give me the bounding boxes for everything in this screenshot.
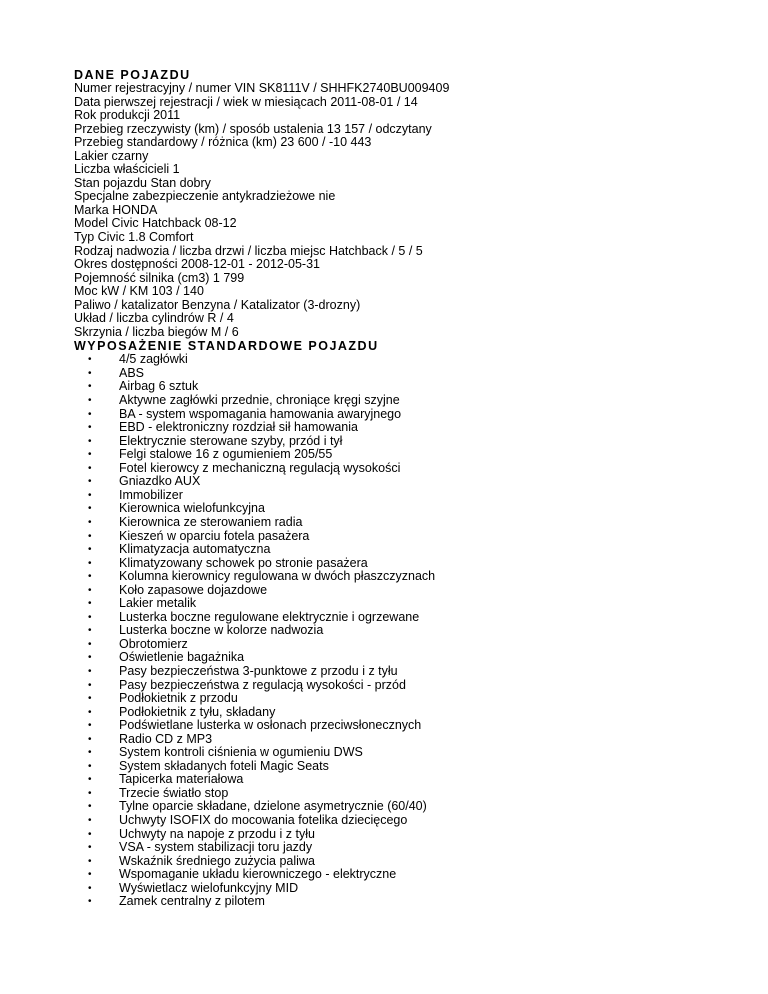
equipment-list-item [74, 706, 734, 720]
vehicle-data-row: Paliwo / katalizator Benzyna / Katalizator (3-drozny) [74, 297, 361, 312]
bullet-icon: • [88, 814, 92, 826]
equipment-list-item [74, 408, 734, 422]
bullet-icon: • [88, 652, 92, 664]
equipment-list-item [74, 624, 734, 638]
bullet-icon: • [88, 706, 92, 718]
bullet-icon: • [88, 598, 92, 610]
equipment-list-item [74, 638, 734, 652]
bullet-icon: • [88, 896, 92, 908]
bullet-icon: • [88, 354, 92, 366]
bullet-icon: • [88, 787, 92, 799]
bullet-icon: • [88, 760, 92, 772]
vehicle-data-row: Rodzaj nadwozia / liczba drzwi / liczba miejsc Hatchback / 5 / 5 [74, 243, 423, 258]
vehicle-data-row: Typ Civic 1.8 Comfort [74, 230, 194, 245]
bullet-icon: • [88, 665, 92, 677]
equipment-item-label: Felgi stalowe 16 z ogumieniem 205/55 [119, 447, 333, 462]
equipment-item-label: Lusterka boczne regulowane elektrycznie i ogrzewane [119, 609, 420, 624]
equipment-list-item [74, 719, 734, 733]
equipment-list-item [74, 773, 734, 787]
equipment-item-label: Gniazdko AUX [119, 474, 201, 489]
equipment-item-label: Uchwyty na napoje z przodu i z tyłu [119, 826, 315, 841]
equipment-item-label: Zamek centralny z pilotem [119, 894, 265, 909]
bullet-icon: • [88, 882, 92, 894]
vehicle-data-row: Numer rejestracyjny / numer VIN SK8111V / SHHFK2740BU009409 [74, 81, 450, 95]
equipment-list-item [74, 746, 734, 760]
vehicle-data-row: Pojemność silnika (cm3) 1 799 [74, 270, 245, 285]
equipment-list-item [74, 841, 734, 855]
bullet-icon: • [88, 693, 92, 705]
equipment-item-label: Podłokietnik z tyłu, składany [119, 704, 276, 719]
bullet-icon: • [88, 476, 92, 488]
equipment-list-item [74, 584, 734, 598]
equipment-item-label: Aktywne zagłówki przednie, chroniące kręgi szyjne [119, 393, 400, 408]
equipment-list-item [74, 462, 734, 476]
standard-equipment-list [74, 353, 734, 908]
equipment-item-label: Airbag 6 sztuk [119, 379, 199, 394]
equipment-item-label: Obrotomierz [119, 636, 188, 651]
equipment-item-label: Uchwyty ISOFIX do mocowania fotelika dziecięcego [119, 812, 408, 827]
equipment-item-label: VSA - system stabilizacji toru jazdy [119, 840, 313, 855]
equipment-list-item [74, 733, 734, 747]
equipment-list-item [74, 651, 734, 665]
bullet-icon: • [88, 611, 92, 623]
equipment-item-label: Wspomaganie układu kierowniczego - elektryczne [119, 867, 397, 882]
equipment-item-label: BA - system wspomagania hamowania awaryjnego [119, 406, 402, 421]
equipment-item-label: Elektrycznie sterowane szyby, przód i tył [119, 433, 343, 448]
bullet-icon: • [88, 544, 92, 556]
bullet-icon: • [88, 801, 92, 813]
bullet-icon: • [88, 408, 92, 420]
equipment-item-label: Pasy bezpieczeństwa 3-punktowe z przodu i z tyłu [119, 663, 398, 678]
equipment-item-label: System składanych foteli Magic Seats [119, 758, 329, 773]
equipment-item-label: Kieszeń w oparciu fotela pasażera [119, 528, 310, 543]
equipment-list-item [74, 380, 734, 394]
equipment-item-label: Koło zapasowe dojazdowe [119, 582, 268, 597]
vehicle-data-heading: DANE POJAZDU [74, 68, 191, 82]
vehicle-data-row: Lakier czarny [74, 148, 149, 163]
equipment-item-label: Kierownica ze sterowaniem radia [119, 514, 303, 529]
equipment-list-item [74, 570, 734, 584]
standard-equipment-heading: WYPOSAŻENIE STANDARDOWE POJAZDU [74, 339, 379, 354]
equipment-list-item [74, 502, 734, 516]
equipment-list-item [74, 353, 734, 367]
bullet-icon: • [88, 842, 92, 854]
equipment-list-item [74, 557, 734, 571]
equipment-list-item [74, 855, 734, 869]
vehicle-data-row: Marka HONDA [74, 202, 158, 217]
bullet-icon: • [88, 774, 92, 786]
equipment-list-item [74, 489, 734, 503]
equipment-list-item [74, 800, 734, 814]
equipment-list-item [74, 448, 734, 462]
bullet-icon: • [88, 869, 92, 881]
equipment-list-item [74, 692, 734, 706]
vehicle-data-row: Rok produkcji 2011 [74, 108, 181, 123]
equipment-list-item [74, 597, 734, 611]
equipment-item-label: Klimatyzacja automatyczna [119, 542, 271, 557]
equipment-list-item [74, 367, 734, 381]
equipment-list-item [74, 882, 734, 896]
equipment-item-label: Immobilizer [119, 487, 183, 502]
equipment-item-label: Tylne oparcie składane, dzielone asymetrycznie (60/40) [119, 799, 427, 814]
equipment-item-label: 4/5 zagłówki [119, 352, 188, 367]
equipment-list-item [74, 530, 734, 544]
bullet-icon: • [88, 503, 92, 515]
equipment-list-item [74, 421, 734, 435]
equipment-list-item [74, 760, 734, 774]
bullet-icon: • [88, 395, 92, 407]
equipment-item-label: Podświetlane lusterka w osłonach przeciwsłonecznych [119, 718, 422, 733]
equipment-list-item [74, 435, 734, 449]
equipment-item-label: EBD - elektroniczny rozdział sił hamowania [119, 420, 358, 435]
equipment-list-item [74, 895, 734, 909]
equipment-item-label: ABS [119, 365, 145, 380]
equipment-item-label: Klimatyzowany schowek po stronie pasażera [119, 555, 368, 570]
vehicle-data-row: Okres dostępności 2008-12-01 - 2012-05-31 [74, 257, 320, 272]
bullet-icon: • [88, 422, 92, 434]
equipment-item-label: Fotel kierowcy z mechaniczną regulacją wysokości [119, 460, 401, 475]
bullet-icon: • [88, 571, 92, 583]
vehicle-data-row: Skrzynia / liczba biegów M / 6 [74, 324, 239, 339]
bullet-icon: • [88, 855, 92, 867]
bullet-icon: • [88, 489, 92, 501]
vehicle-data-row: Model Civic Hatchback 08-12 [74, 216, 237, 231]
bullet-icon: • [88, 733, 92, 745]
equipment-item-label: System kontroli ciśnienia w ogumieniu DWS [119, 745, 363, 760]
vehicle-data-section [74, 82, 734, 339]
bullet-icon: • [88, 638, 92, 650]
equipment-list-item [74, 868, 734, 882]
equipment-item-label: Kolumna kierownicy regulowana w dwóch płaszczyznach [119, 569, 436, 584]
bullet-icon: • [88, 747, 92, 759]
vehicle-data-row: Stan pojazdu Stan dobry [74, 175, 211, 190]
bullet-icon: • [88, 584, 92, 596]
bullet-icon: • [88, 435, 92, 447]
equipment-item-label: Wskaźnik średniego zużycia paliwa [119, 853, 315, 868]
vehicle-data-row: Specjalne zabezpieczenie antykradzieżowe nie [74, 189, 336, 204]
document-page [74, 68, 734, 909]
equipment-list-item [74, 814, 734, 828]
bullet-icon: • [88, 530, 92, 542]
bullet-icon: • [88, 381, 92, 393]
vehicle-data-row: Przebieg standardowy / różnica (km) 23 600 / -10 443 [74, 135, 372, 150]
equipment-list-item [74, 516, 734, 530]
equipment-item-label: Pasy bezpieczeństwa z regulacją wysokości - przód [119, 677, 406, 692]
bullet-icon: • [88, 828, 92, 840]
bullet-icon: • [88, 462, 92, 474]
bullet-icon: • [88, 679, 92, 691]
equipment-item-label: Tapicerka materiałowa [119, 772, 244, 787]
bullet-icon: • [88, 449, 92, 461]
equipment-list-item [74, 679, 734, 693]
equipment-list-item [74, 394, 734, 408]
equipment-item-label: Podłokietnik z przodu [119, 691, 238, 706]
equipment-item-label: Lakier metalik [119, 596, 197, 611]
equipment-item-label: Lusterka boczne w kolorze nadwozia [119, 623, 324, 638]
bullet-icon: • [88, 557, 92, 569]
equipment-item-label: Trzecie światło stop [119, 785, 229, 800]
bullet-icon: • [88, 625, 92, 637]
equipment-list-item [74, 543, 734, 557]
vehicle-data-row: Moc kW / KM 103 / 140 [74, 284, 204, 299]
bullet-icon: • [88, 720, 92, 732]
equipment-item-label: Kierownica wielofunkcyjna [119, 501, 265, 516]
equipment-item-label: Oświetlenie bagażnika [119, 650, 245, 665]
equipment-item-label: Radio CD z MP3 [119, 731, 213, 746]
equipment-list-item [74, 665, 734, 679]
equipment-item-label: Wyświetlacz wielofunkcyjny MID [119, 880, 299, 895]
vehicle-data-row: Przebieg rzeczywisty (km) / sposób ustalenia 13 157 / odczytany [74, 121, 432, 136]
equipment-list-item [74, 475, 734, 489]
equipment-list-item [74, 787, 734, 801]
equipment-list-item [74, 828, 734, 842]
vehicle-data-row: Liczba właścicieli 1 [74, 162, 180, 177]
equipment-list-item [74, 611, 734, 625]
vehicle-data-row: Układ / liczba cylindrów R / 4 [74, 311, 234, 326]
bullet-icon: • [88, 516, 92, 528]
bullet-icon: • [88, 367, 92, 379]
vehicle-data-row: Data pierwszej rejestracji / wiek w miesiącach 2011-08-01 / 14 [74, 94, 418, 109]
